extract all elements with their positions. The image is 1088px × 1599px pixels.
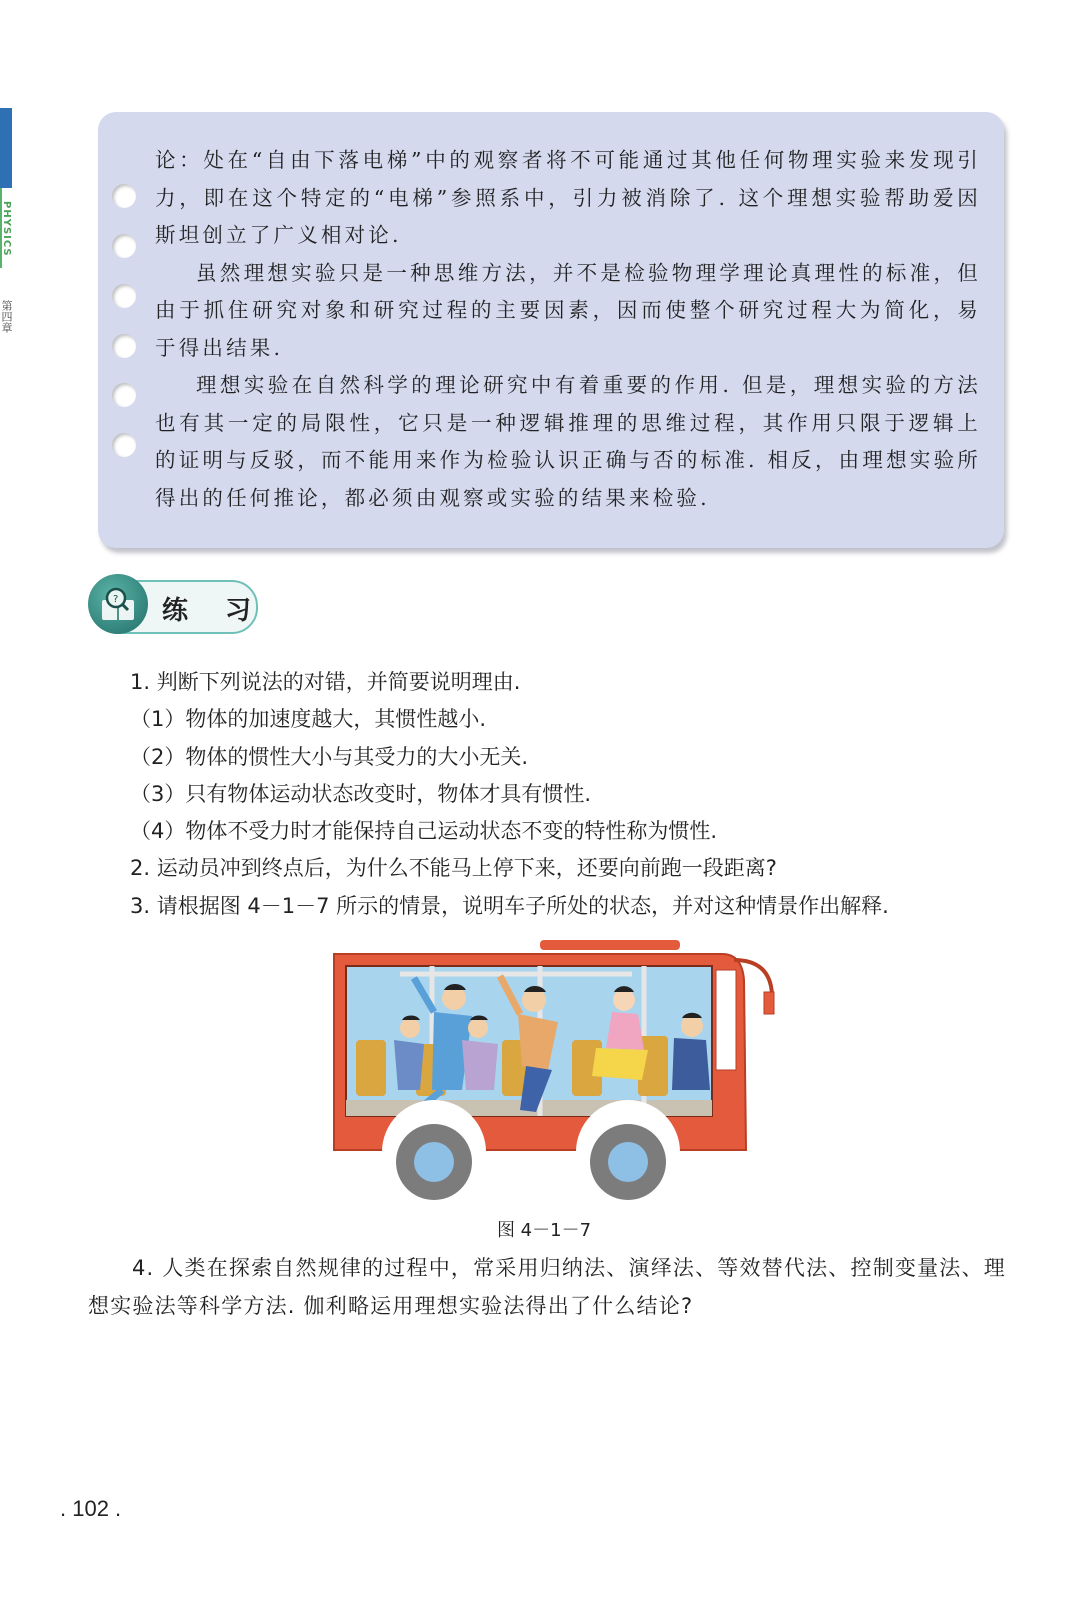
- binder-hole-icon: [112, 383, 136, 407]
- binder-hole-icon: [112, 234, 136, 258]
- binder-hole-icon: [112, 184, 136, 208]
- reading-paragraph: 虽然理想实验只是一种思维方法，并不是检验物理学理论真理性的标准，但由于抓住研究对象和研究过程的主要因素，因而使整个研究过程大为简化，易于得出结果.: [155, 260, 981, 360]
- side-subject-label: PHYSICS: [1, 201, 12, 257]
- question-1: 1. 判断下列说法的对错，并简要说明理由.: [130, 670, 521, 694]
- magnifier-book-icon: [88, 574, 148, 634]
- binder-hole-icon: [112, 284, 136, 308]
- bus-illustration: [322, 940, 782, 1204]
- reading-text: [155, 142, 981, 517]
- chapter-number: 第四章: [0, 300, 13, 333]
- reading-paragraph: 理想实验在自然科学的理论研究中有着重要的作用. 但是，理想实验的方法也有其一定的局限性，它只是一种逻辑推理的思维过程，其作用只限于逻辑上的证明与反驳，而不能用来作为检验认识正确与否的标准. 相反，由理想实验所得出的任何推论，都必须由观察或实验的结果来检验.: [155, 373, 981, 510]
- question-2: 2. 运动员冲到终点后，为什么不能马上停下来，还要向前跑一段距离?: [130, 856, 777, 881]
- question-1-item: （1）物体的加速度越大，其惯性越小.: [130, 707, 487, 732]
- svg-text:?: ?: [113, 594, 119, 605]
- page-number: . 102 .: [60, 1496, 122, 1521]
- question-1-item: （4）物体不受力时才能保持自己运动状态不变的特性称为惯性.: [130, 819, 718, 844]
- figure-caption: 图 4－1－7: [496, 1220, 592, 1241]
- reading-paragraph: 论：处在“自由下落电梯”中的观察者将不可能通过其他任何物理实验来发现引力，即在这个特定的“电梯”参照系中，引力被消除了. 这个理想实验帮助爱因斯坦创立了广义相对论.: [155, 148, 981, 247]
- binder-hole-icon: [112, 334, 136, 358]
- binder-hole-icon: [112, 433, 136, 457]
- question-4: 4. 人类在探索自然规律的过程中，常采用归纳法、演绎法、等效替代法、控制变量法、理想实验法等科学方法. 伽利略运用理想实验法得出了什么结论?: [88, 1256, 1006, 1318]
- side-color-tab: [0, 108, 12, 188]
- question-1-item: （3）只有物体运动状态改变时，物体才具有惯性.: [130, 781, 592, 806]
- side-chapter-label: [0, 300, 12, 384]
- question-1-item: （2）物体的惯性大小与其受力的大小无关.: [130, 744, 529, 769]
- exercise-list: [130, 664, 1010, 925]
- exercise-title: 练 习: [162, 596, 266, 626]
- question-3: 3. 请根据图 4－1－7 所示的情景，说明车子所处的状态，并对这种情景作出解释.: [130, 893, 889, 918]
